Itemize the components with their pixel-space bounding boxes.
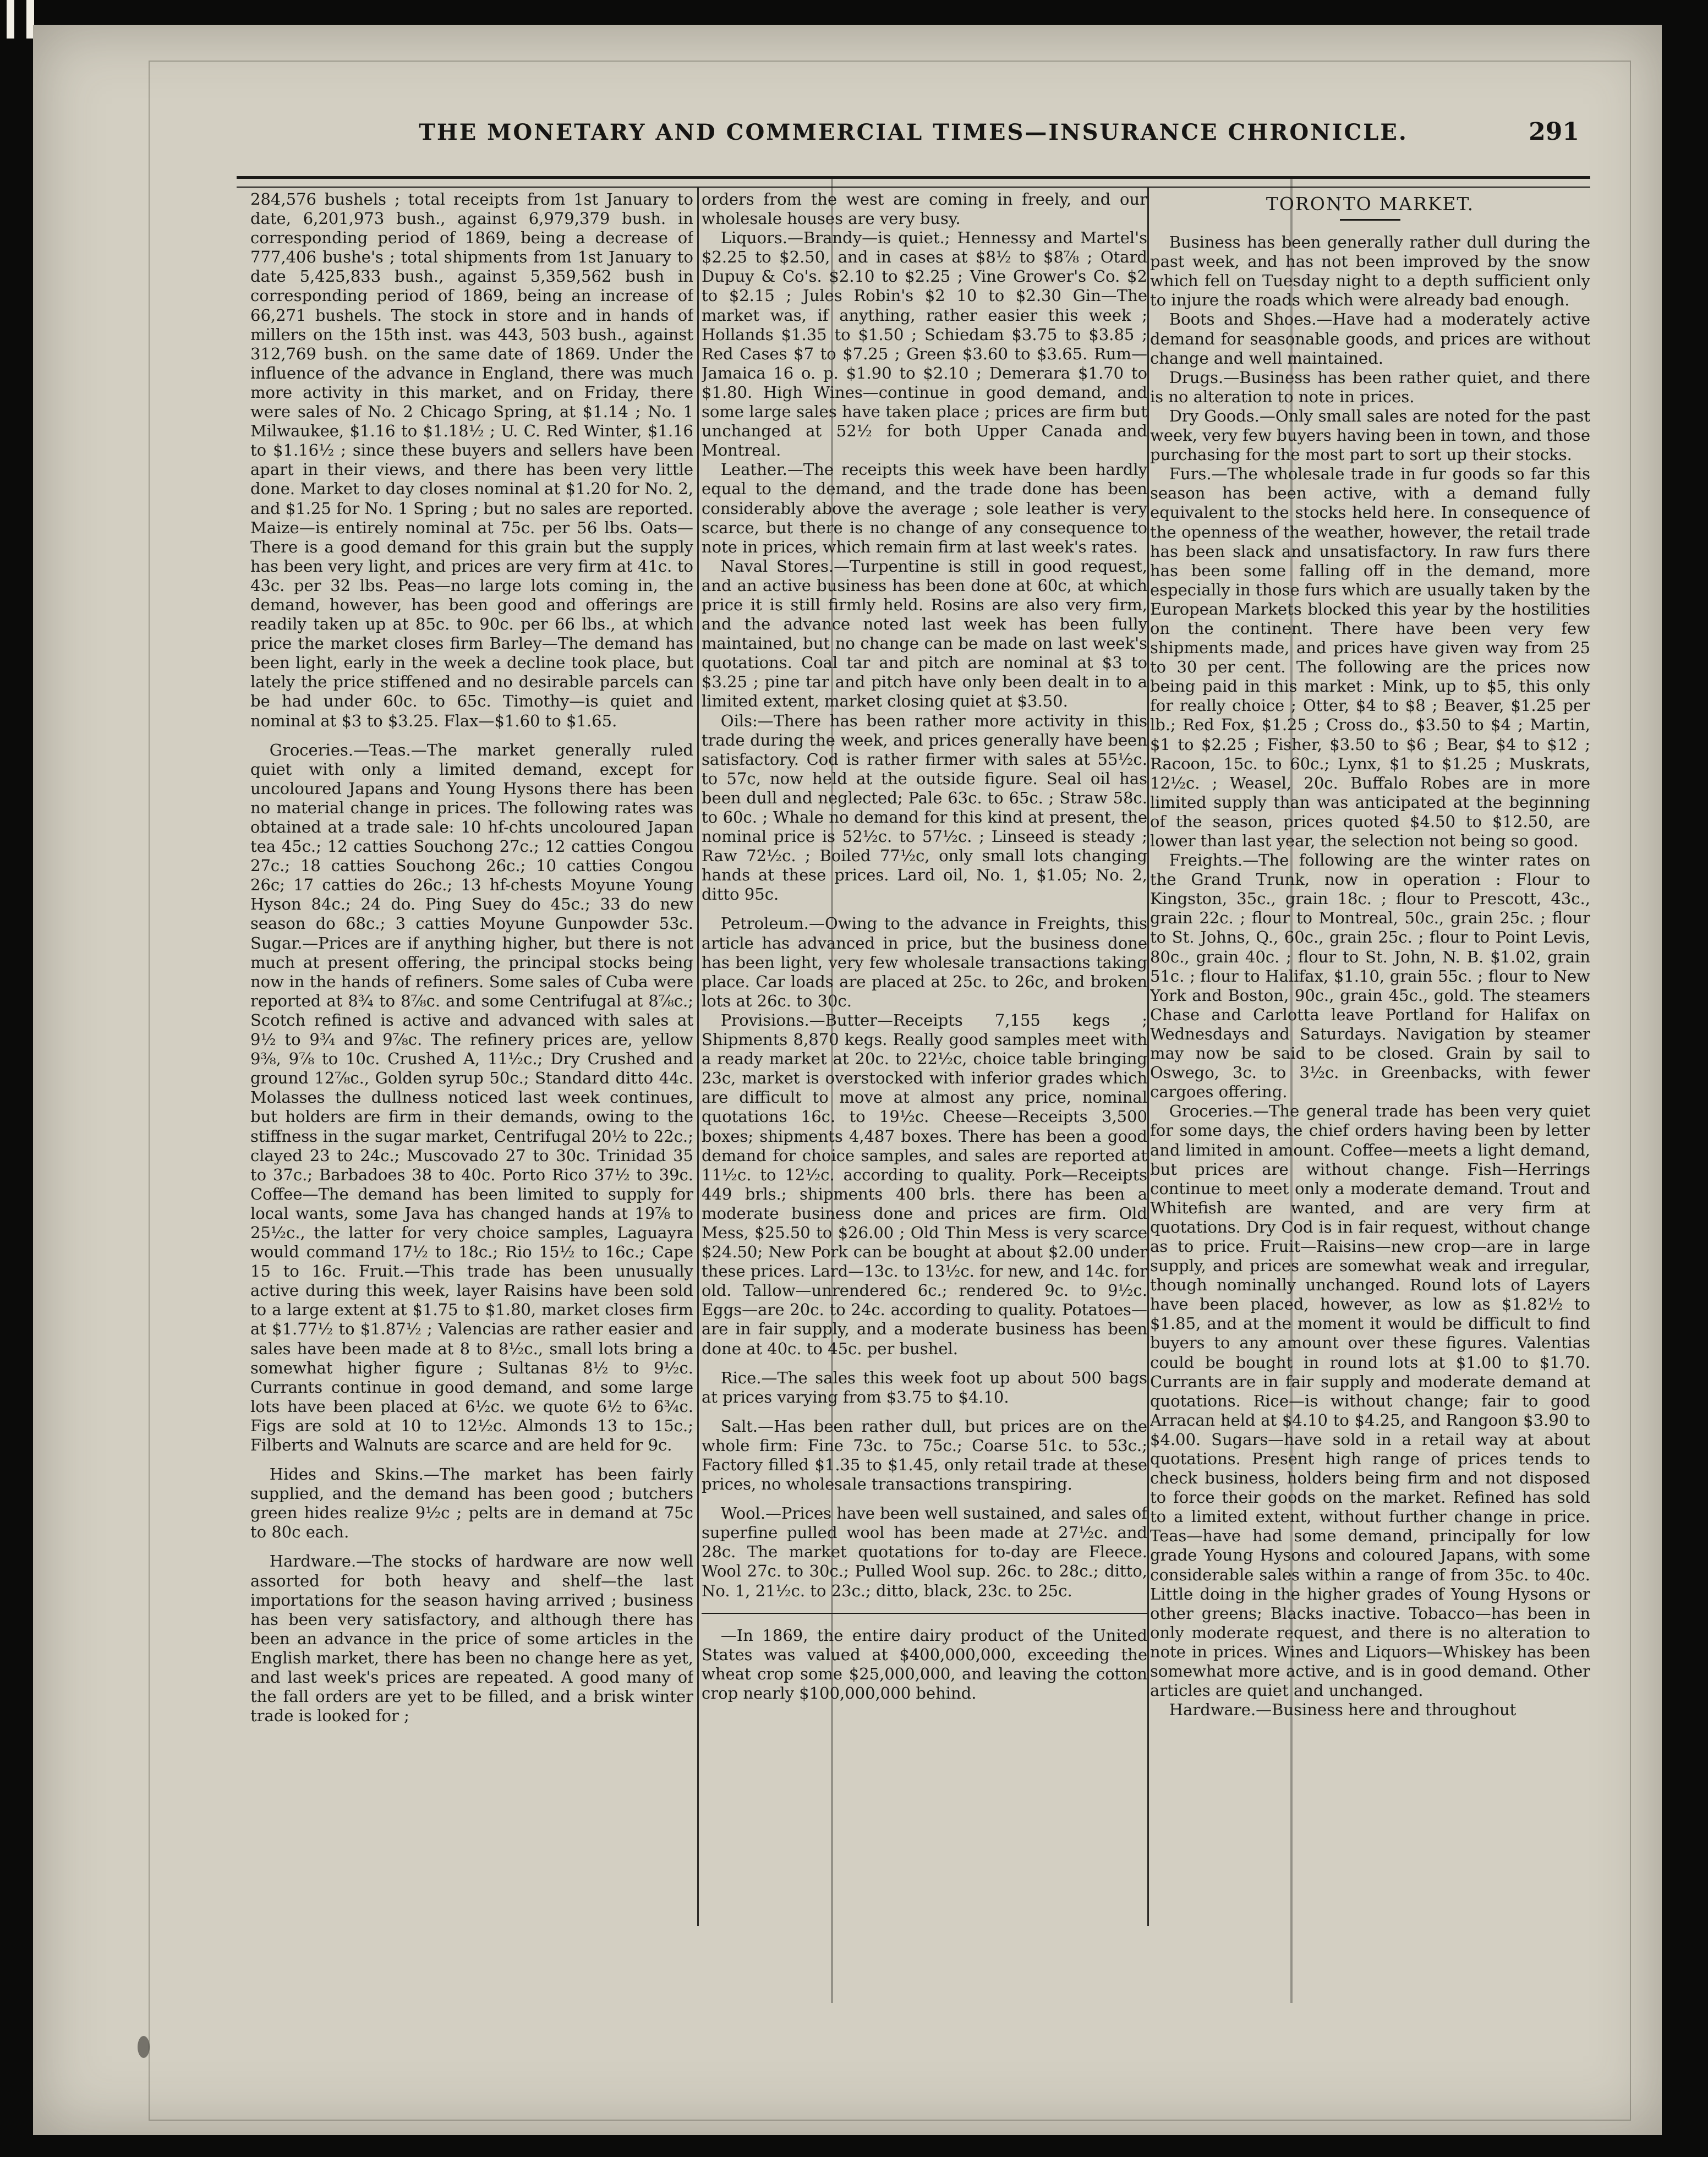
article-paragraph: Provisions.—Butter—Receipts 7,155 kegs ; Shipments 8,870 kegs. Really good samples meet with a ready market at 20c. to 22½c, choice table bringing 23c, market is overstocked with inferior grades which are difficult to move at almost any price, nominal quotations 16c. to 19½c. Cheese—Receipts 3,500 boxes; shipments 4,487 boxes. There has been a good demand for choice samples, and sales are reported at 11½c. to 12½c. according to quality. Pork—Receipts 449 brls.; shipments 400 brls. there has been a moderate business done and prices are firm. Old Mess, $25.50 to $26.00 ; Old Thin Mess is very scarce $24.50; New Pork can be bought at about $2.00 under these prices. Lard—13c. to 13½c. for new, and 14c. for old. Tallow—unrendered 6c.; rendered 9c. to 9½c. Eggs—are 20c. to 24c. according to quality. Potatoes—are in fair supply, and a moderate business has been done at 40c. to 45c. per bushel.	[702, 1010, 1147, 1358]
article-paragraph: Oils:—There has been rather more activity in this trade during the week, and prices generally have been satisfactory. Cod is rather firmer with sales at 55½c. to 57c, now held at the outside figure. Seal oil has been dull and neglected; Pale 63c. to 65c. ; Straw 58c. to 60c. ; Whale no demand for this kind at present, the nominal price is 52½c. to 57½c. ; Linseed is steady ; Raw 72½c. ; Boiled 77½c, only small lots changing hands at these prices. Lard oil, No. 1, $1.05; No. 2, ditto 95c.	[702, 711, 1147, 904]
heading-rule	[1340, 219, 1400, 221]
article-paragraph: orders from the west are coming in freely, and our wholesale houses are very busy.	[702, 190, 1147, 228]
article-paragraph: Liquors.—Brandy—is quiet.; Hennessy and Martel's $2.25 to $2.50, and in cases at $8½ to $8⅞ ; Otard Dupuy & Co's. $2.10 to $2.25 ; Vine Grower's Co. $2 to $2.15 ; Jules Robin's $2 10 to $2.30 Gin—The market was, if anything, rather easier this week ; Hollands $1.35 to $1.50 ; Schiedam $3.75 to $3.85 ; Red Cases $7 to $7.25 ; Green $3.60 to $3.65. Rum—Jamaica 16 o. p. $1.90 to $2.10 ; Demerara $1.70 to $1.80. High Wines—continue in good demand, and some large sales have taken place ; prices are firm but unchanged at 52½ for both Upper Canada and Montreal.	[702, 228, 1147, 460]
column-divider	[697, 187, 699, 1926]
page-title: THE MONETARY AND COMMERCIAL TIMES—INSURANCE CHRONICLE.	[419, 119, 1408, 145]
article-paragraph: Salt.—Has been rather dull, but prices are on the whole firm: Fine 73c. to 75c.; Coarse 51c. to 53c.; Factory filled $1.35 to $1.45, only retail trade at these prices, no wholesale transactions transpiring.	[702, 1416, 1147, 1494]
scan-edge-left	[7, 0, 14, 39]
page-stain	[138, 2036, 150, 2058]
article-paragraph: Rice.—The sales this week foot up about 500 bags at prices varying from $3.75 to $4.10.	[702, 1368, 1147, 1406]
article-paragraph: Furs.—The wholesale trade in fur goods so far this season has been active, with a demand fully equivalent to the stocks held here. In consequence of the openness of the weather, however, the retail trade has been slack and unsatisfactory. In raw furs there has been some falling off in the demand, more especially in those furs which are usually taken by the European Markets blocked this year by the hostilities on the continent. There have been very few shipments made, and prices have given way from 25 to 30 per cent. The following are the prices now being paid in this market : Mink, up to $5, this only for really choice ; Otter, $4 to $8 ; Beaver, $1.25 per lb.; Red Fox, $1.25 ; Cross do., $3.50 to $4 ; Martin, $1 to $2.25 ; Fisher, $3.50 to $6 ; Bear, $4 to $12 ; Racoon, 15c. to 60c.; Lynx, $1 to $1.25 ; Muskrats, 12½c. ; Weasel, 20c. Buffalo Robes are in more limited supply than was anticipated at the beginning of the season, prices quoted $4.50 to $12.50, are lower than last year, the selection not being so good.	[1150, 464, 1590, 850]
article-paragraph: Business has been generally rather dull during the past week, and has not been improved by the snow which fell on Tuesday night to a depth sufficient only to injure the roads which were already bad enough.	[1150, 233, 1590, 310]
page-header	[237, 110, 1590, 154]
article-paragraph: Dry Goods.—Only small sales are noted for the past week, very few buyers having been in town, and those purchasing for the most part to sort up their stocks.	[1150, 406, 1590, 464]
section-heading: TORONTO MARKET.	[1266, 193, 1475, 215]
article-paragraph: Drugs.—Business has been rather quiet, and there is no alteration to note in prices.	[1150, 368, 1590, 406]
article-paragraph: Hardware.—Business here and throughout	[1169, 1700, 1517, 1720]
column-middle	[702, 190, 1147, 1885]
section-divider	[702, 1613, 1147, 1614]
article-paragraph: Naval Stores.—Turpentine is still in good request, and an active business has been done at 60c, at which price it is still firmly held. Rosins are also very firm, and the advance noted last week has been fully maintained, but no change can be made on last week's quotations. Coal tar and pitch are nominal at $3 to $3.25 ; pine tar and pitch have only been dealt in to a limited extent, market closing quiet at $3.50.	[702, 556, 1147, 711]
article-paragraph: —In 1869, the entire dairy product of the United States was valued at $400,000,000, exceeding the wheat crop some $25,000,000, and leaving the cotton crop nearly $100,000,000 behind.	[702, 1625, 1147, 1702]
article-paragraph: Wool.—Prices have been well sustained, and sales of superfine pulled wool has been made at 27½c. and 28c. The market quotations for to-day are Fleece. Wool 27c. to 30c.; Pulled Wool sup. 26c. to 28c.; ditto, No. 1, 21½c. to 23c.; ditto, black, 23c. to 25c.	[702, 1504, 1147, 1600]
article-paragraph: Groceries.—The general trade has been very quiet for some days, the chief orders having been by letter and limited in amount. Coffee—meets a light demand, but prices are without change. Fish—Herrings continue to meet only a moderate demand. Trout and Whitefish are wanted, and are very firm at quotations. Dry Cod is in fair request, without change as to price. Fruit—Raisins—new crop—are in large supply, and prices are somewhat weak and irregular, though nominally unchanged. Round lots of Layers have been placed, however, as low as $1.82½ to $1.85, and at the moment it would be difficult to find buyers to any amount over these figures. Valentias could be bought in round lots at $1.00 to $1.70. Currants are in fair supply and moderate demand at quotations. Rice—is without change; fair to good Arracan held at $4.10 to $4.25, and Rangoon $3.90 to $4.00. Sugars—have sold in a retail way at about quotations. Present high range of prices tends to check business, holders being firm and not disposed to force their goods on the market. Refined has sold to a limited extent, without further change in price. Teas—have had some demand, principally for low grade Young Hysons and coloured Japans, with some considerable sales within a range of from 35c. to 40c. Little doing in the higher grades of Young Hysons or other greens; Blacks inactive. Tobacco—has been in only moderate request, and there is no alteration to note in prices. Wines and Liquors—Whiskey has been somewhat more active, and is in good demand. Other articles are quiet and unchanged.	[1150, 1102, 1590, 1700]
header-rule	[237, 176, 1590, 188]
article-paragraph: Hardware.—The stocks of hardware are now well assorted for both heavy and shelf—the last importations for the season having arrived ; business has been very satisfactory, and although there has been an advance in the price of some articles in the English market, there has been no change here as yet, and last week's prices are repeated. A good many of the fall orders are yet to be filled, and a brisk winter trade is looked for ;	[250, 1552, 693, 1726]
article-paragraph: Freights.—The following are the winter rates on the Grand Trunk, now in operation : Flour to Kingston, 35c., grain 18c. ; flour to Prescott, 43c., grain 22c. ; flour to Montreal, 50c., grain 25c. ; flour to St. Johns, Q., 60c., grain 25c. ; flour to Point Levis, 80c., grain 40c. ; flour to St. John, N. B. $1.02, grain 51c. ; flour to Halifax, $1.10, grain 55c. ; flour to New York and Boston, 90c., grain 45c., gold. The steamers Chase and Carlotta leave Portland for Halifax on Wednesdays and Saturdays. Navigation by steamer may now be said to be closed. Grain by sail to Oswego, 3c. to 3½c. in Greenbacks, with fewer cargoes offering.	[1150, 851, 1590, 1102]
article-paragraph: Boots and Shoes.—Have had a moderately active demand for seasonable goods, and prices are without change and well maintained.	[1150, 310, 1590, 368]
article-paragraph: Groceries.—Teas.—The market generally ruled quiet with only a limited demand, except for uncoloured Japans and Young Hysons there has been no material change in prices. The following rates was obtained at a trade sale: 10 hf-chts uncoloured Japan tea 45c.; 12 catties Souchong 27c.; 12 catties Congou 27c.; 18 catties Souchong 26c.; 10 catties Congou 26c; 17 catties do 26c.; 13 hf-chests Moyune Young Hyson 84c.; 24 do. Ping Suey do 45c.; 33 do new season do 68c.; 3 catties Moyune Gunpowder 53c. Sugar.—Prices are if anything higher, but there is not much at present offering, the principal stocks being now in the hands of refiners. Some sales of Cuba were reported at 8¾ to 8⅞c. and some Centrifugal at 8⅞c.; Scotch refined is active and advanced with sales at 9½ to 9¾ and 9⅞c. The refinery prices are, yellow 9⅜, 9⅞ to 10c. Crushed A, 11½c.; Dry Crushed and ground 12⅞c., Golden syrup 50c.; Standard ditto 44c. Molasses the dullness noticed last week continues, but holders are firm in their demands, owing to the stiffness in the sugar market, Centrifugal 20½ to 22c.; clayed 23 to 24c.; Muscovado 27 to 30c. Trinidad 35 to 37c.; Barbadoes 38 to 40c. Porto Rico 37½ to 39c. Coffee—The demand has been limited to supply for local wants, some Java has changed hands at 19⅞ to 25½c., the latter for very choice samples, Laguayra would command 17½ to 18c.; Rio 15½ to 16c.; Cape 15 to 16c. Fruit.—This trade has been unusually active during this week, layer Raisins have been sold to a large extent at $1.75 to $1.80, market closes firm at $1.77½ to $1.87½ ; Valencias are rather easier and sales have been made at 8 to 8½c., small lots bring a somewhat higher figure ; Sultanas 8½ to 9½c. Currants continue in good demand, and some large lots have been placed at 6½c. we quote 6½ to 6¾c. Figs are sold at 10 to 12½c. Almonds 13 to 15c.; Filberts and Walnuts are scarce and are held for 9c.	[250, 740, 693, 1454]
article-paragraph: Leather.—The receipts this week have been hardly equal to the demand, and the trade done has been considerably above the average ; sole leather is very scarce, but there is no change of any consequence to note in prices, which remain firm at last week's rates.	[702, 460, 1147, 556]
page-number: 291	[1529, 118, 1579, 146]
column-divider	[1147, 187, 1149, 1926]
article-paragraph: Petroleum.—Owing to the advance in Freights, this article has advanced in price, but the business done has been light, very few wholesale transactions taking place. Car loads are placed at 25c. to 26c, and broken lots at 26c. to 30c.	[702, 914, 1147, 1010]
column-right	[1150, 190, 1590, 1907]
article-paragraph: 284,576 bushels ; total receipts from 1st January to date, 6,201,973 bush., against 6,979,379 bush. in corresponding period of 1869, being a decrease of 777,406 bushe's ; total shipments from 1st January to date 5,425,833 bush., against 5,359,562 bush in corresponding period of 1869, being an increase of 66,271 bushels. The stock in store and in hands of millers on the 15th inst. was 443, 503 bush., against 312,769 bush. on the same date of 1869. Under the influence of the advance in England, there was much more activity in this market, and on Friday, there were sales of No. 2 Chicago Spring, at $1.14 ; No. 1 Milwaukee, $1.16 to $1.18½ ; U. C. Red Winter, $1.16 to $1.16½ ; since these buyers and sellers have been apart in their views, and there has been very little done. Market to day closes nominal at $1.20 for No. 2, and $1.25 for No. 1 Spring ; but no sales are reported. Maize—is entirely nominal at 75c. per 56 lbs. Oats—There is a good demand for this grain but the supply has been very light, and prices are very firm at 41c. to 43c. per 32 lbs. Peas—no large lots coming in, the demand, however, has been good and offerings are readily taken up at 85c. to 90c. per 66 lbs., at which price the market closes firm Barley—The demand has been light, early in the week a decline took place, but lately the price stiffened and no desirable parcels can be had under 60c. to 65c. Timothy—is quiet and nominal at $3 to $3.25. Flax—$1.60 to $1.65.	[250, 190, 693, 730]
article-paragraph: Hides and Skins.—The market has been fairly supplied, and the demand has been good ; butchers green hides realize 9½c ; pelts are in demand at 75c to 80c each.	[250, 1465, 693, 1542]
column-left	[250, 190, 693, 2066]
